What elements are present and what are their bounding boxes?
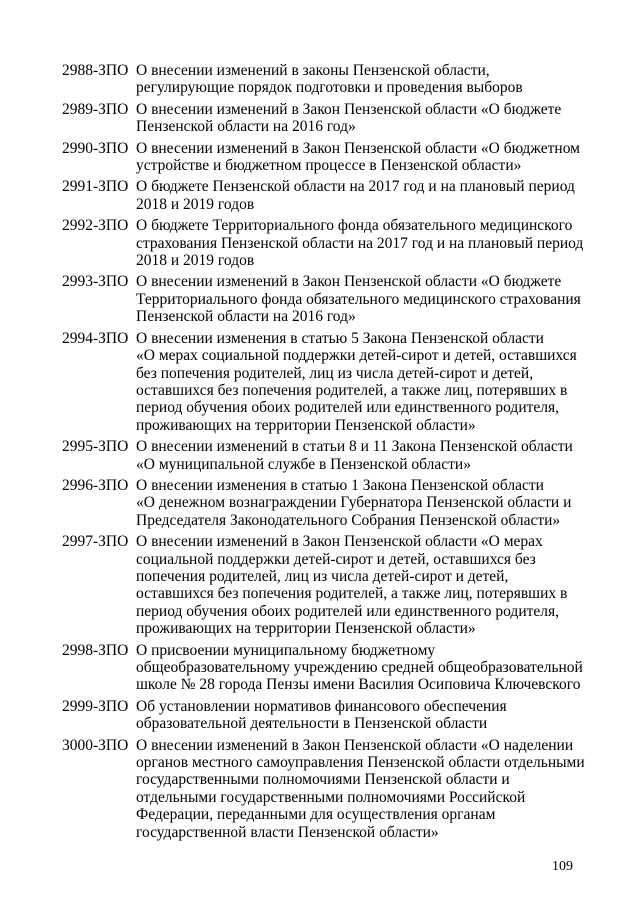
law-title-line: О присвоении муниципальному бюджетному xyxy=(136,641,436,659)
law-title xyxy=(136,477,582,529)
law-title-line: 2018 и 2019 годов xyxy=(136,252,255,270)
law-number: 2998-ЗПО xyxy=(62,641,129,659)
list-item xyxy=(62,438,582,473)
law-title-line: О внесении изменений в Закон Пензенской области «О бюджете xyxy=(136,100,562,118)
law-title-line: период обучения обоих родителей или единственного родителя, xyxy=(136,399,560,417)
law-number: 2991-ЗПО xyxy=(62,178,129,196)
law-title-line: Пензенской области на 2016 год» xyxy=(136,118,356,136)
law-number: 3000-ЗПО xyxy=(62,736,129,754)
list-item xyxy=(62,477,582,529)
law-number: 2989-ЗПО xyxy=(62,100,129,118)
law-title xyxy=(136,330,582,434)
law-title-line: отдельными государственными полномочиями Российской xyxy=(136,788,526,806)
law-title xyxy=(136,178,582,213)
law-title-line: «О денежном вознаграждении Губернатора Пензенской области и xyxy=(136,494,572,512)
law-title-line: проживающих на территории Пензенской области» xyxy=(136,416,476,434)
list-item xyxy=(62,62,582,97)
law-number: 2994-ЗПО xyxy=(62,329,129,347)
law-title-line: оставшихся без попечения родителей, а также лиц, потерявших в xyxy=(136,381,568,399)
law-title-line: «О мерах социальной поддержки детей-сирот и детей, оставшихся xyxy=(136,347,577,365)
law-title-line: Об установлении нормативов финансового обеспечения xyxy=(136,697,507,715)
law-title-line: О внесении изменений в Закон Пензенской области «О мерах xyxy=(136,533,543,551)
law-title xyxy=(136,273,582,325)
list-item xyxy=(62,101,582,136)
law-title-line: О внесении изменения в статью 5 Закона Пензенской области xyxy=(136,329,544,347)
law-title-line: попечения родителей, лиц из числа детей-сирот и детей, xyxy=(136,567,509,585)
law-title-line: О внесении изменений в Закон Пензенской области «О наделении xyxy=(136,736,574,754)
list-item xyxy=(62,330,582,434)
law-number: 2992-ЗПО xyxy=(62,217,129,235)
law-title xyxy=(136,140,582,175)
law-title-line: период обучения обоих родителей или единственного родителя, xyxy=(136,602,560,620)
law-title xyxy=(136,533,582,637)
law-title-line: О внесении изменений в Закон Пензенской области «О бюджете xyxy=(136,273,562,291)
law-title-line: органов местного самоуправления Пензенской области отдельными xyxy=(136,754,585,772)
law-title-line: устройстве и бюджетном процессе в Пензенской области» xyxy=(136,157,522,175)
law-title-line: школе № 28 города Пензы имени Василия Осиповича Ключевского xyxy=(136,676,581,694)
law-title xyxy=(136,217,583,269)
law-title-line: Федерации, переданными для осуществления органам xyxy=(136,806,496,824)
law-number: 2993-ЗПО xyxy=(62,273,129,291)
law-title-line: «О муниципальной службе в Пензенской области» xyxy=(136,455,471,473)
law-title-line: Территориального фонда обязательного медицинского страхования xyxy=(136,290,581,308)
list-item xyxy=(62,140,582,175)
law-number: 2999-ЗПО xyxy=(62,697,129,715)
law-title-line: страхования Пензенской области на 2017 год и на плановый период xyxy=(136,234,584,252)
law-number: 2996-ЗПО xyxy=(62,476,129,494)
law-number: 2988-ЗПО xyxy=(62,62,129,79)
law-number: 2990-ЗПО xyxy=(62,139,129,157)
law-title-line: общеобразовательному учреждению средней общеобразовательной xyxy=(136,659,583,676)
law-number: 2997-ЗПО xyxy=(62,533,129,551)
law-title-line: О бюджете Пензенской области на 2017 год и на плановый период xyxy=(136,178,575,196)
law-title xyxy=(136,737,585,841)
list-item xyxy=(62,698,582,733)
law-title-line: образовательной деятельности в Пензенской области xyxy=(136,715,488,733)
law-title xyxy=(136,438,582,473)
law-title-line: 2018 и 2019 годов xyxy=(136,195,255,213)
law-title-line: проживающих на территории Пензенской области» xyxy=(136,620,476,638)
law-title-line: Пензенской области на 2016 год» xyxy=(136,308,356,326)
page-number: 109 xyxy=(552,859,573,874)
law-title-line: оставшихся без попечения родителей, а также лиц, потерявших в xyxy=(136,585,568,603)
law-title-line: О внесении изменений в статьи 8 и 11 Закона Пензенской области xyxy=(136,438,573,456)
law-title xyxy=(136,642,583,694)
list-item xyxy=(62,178,582,213)
law-title-line: регулирующие порядок подготовки и проведения выборов xyxy=(136,79,523,97)
law-title xyxy=(136,62,582,97)
law-title xyxy=(136,698,582,733)
law-title-line: без попечения родителей, лиц из числа детей-сирот и детей, xyxy=(136,364,534,382)
list-item xyxy=(62,273,582,325)
law-title-line: государственной власти Пензенской области» xyxy=(136,823,439,841)
list-item xyxy=(62,642,582,694)
law-title-line: О внесении изменений в законы Пензенской области, xyxy=(136,62,490,79)
law-title-line: О внесении изменений в Закон Пензенской области «О бюджетном xyxy=(136,139,580,157)
list-item xyxy=(62,217,582,269)
law-title-line: государственными полномочиями Пензенской области и xyxy=(136,771,510,789)
law-list xyxy=(62,62,585,845)
law-title xyxy=(136,101,582,136)
law-title-line: О внесении изменения в статью 1 Закона Пензенской области xyxy=(136,476,544,494)
law-title-line: О бюджете Территориального фонда обязательного медицинского xyxy=(136,217,573,235)
law-number: 2995-ЗПО xyxy=(62,438,129,456)
law-title-line: Председателя Законодательного Собрания Пензенской области» xyxy=(136,511,561,529)
law-title-line: социальной поддержки детей-сирот и детей, оставшихся без xyxy=(136,550,536,568)
list-item xyxy=(62,533,582,637)
list-item xyxy=(62,736,585,841)
